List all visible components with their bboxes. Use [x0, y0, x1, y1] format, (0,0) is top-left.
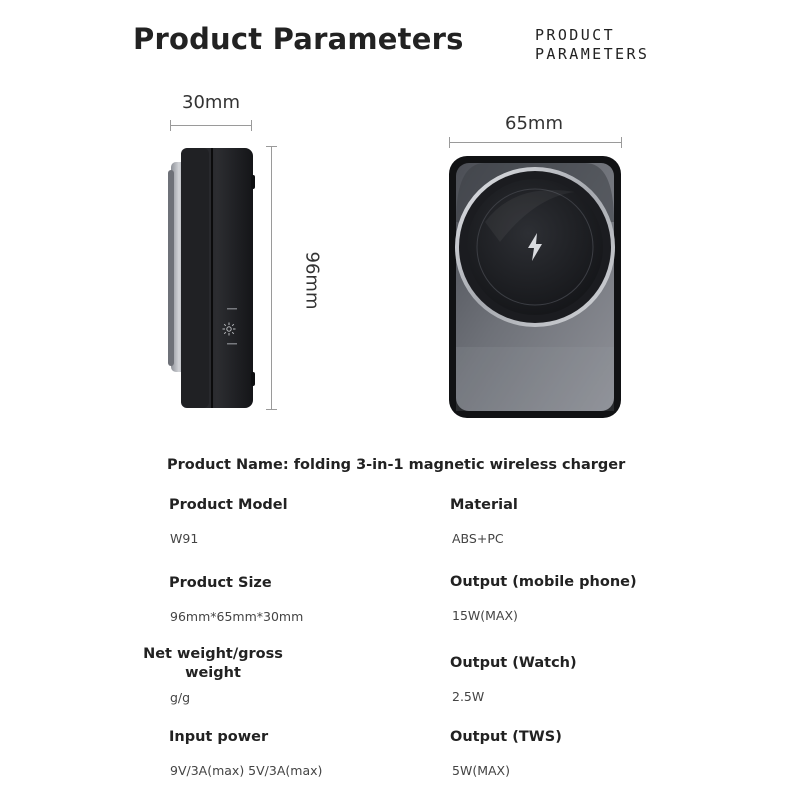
product-name: Product Name: folding 3-in-1 magnetic wireless charger — [167, 457, 626, 473]
product-model-value: W91 — [170, 531, 199, 546]
net-weight-value: g/g — [170, 690, 191, 705]
light-indicator-icon — [222, 322, 236, 336]
height-dimension-label: 96mm — [301, 251, 323, 310]
subtitle-line-1: PRODUCT — [535, 26, 616, 44]
input-power-value: 9V/3A(max) 5V/3A(max) — [170, 763, 323, 778]
subtitle-line-2: PARAMETERS — [535, 45, 650, 63]
page-subtitle — [535, 26, 649, 64]
output-phone-label: Output (mobile phone) — [450, 574, 637, 590]
thickness-dimension-line — [170, 125, 252, 126]
width-dimension-label: 65mm — [505, 113, 563, 134]
input-power-label: Input power — [169, 729, 269, 745]
page-title: Product Parameters — [133, 22, 464, 56]
net-weight-label — [140, 645, 286, 683]
height-dimension-line — [271, 146, 272, 410]
output-tws-label: Output (TWS) — [450, 729, 562, 745]
material-label: Material — [450, 497, 518, 513]
output-watch-label: Output (Watch) — [450, 655, 577, 671]
net-weight-label-line-2: weight — [185, 665, 241, 681]
height-tick-top — [266, 146, 277, 147]
material-value: ABS+PC — [452, 531, 504, 546]
height-tick-bottom — [266, 409, 277, 410]
thickness-dimension-label: 30mm — [182, 92, 240, 113]
width-dimension-line — [449, 142, 622, 143]
width-tick-left — [449, 137, 450, 148]
output-tws-value: 5W(MAX) — [452, 763, 510, 778]
output-phone-value: 15W(MAX) — [452, 608, 518, 623]
width-tick-right — [621, 137, 622, 148]
lightning-icon — [525, 232, 545, 262]
product-size-value: 96mm*65mm*30mm — [170, 609, 304, 624]
product-model-label: Product Model — [169, 497, 288, 513]
charger-side-view — [165, 140, 265, 415]
thickness-tick-left — [170, 120, 171, 131]
charger-front-view — [445, 152, 625, 422]
product-size-label: Product Size — [169, 575, 272, 591]
net-weight-label-line-1: Net weight/gross — [143, 646, 283, 662]
output-watch-value: 2.5W — [452, 689, 485, 704]
thickness-tick-right — [251, 120, 252, 131]
